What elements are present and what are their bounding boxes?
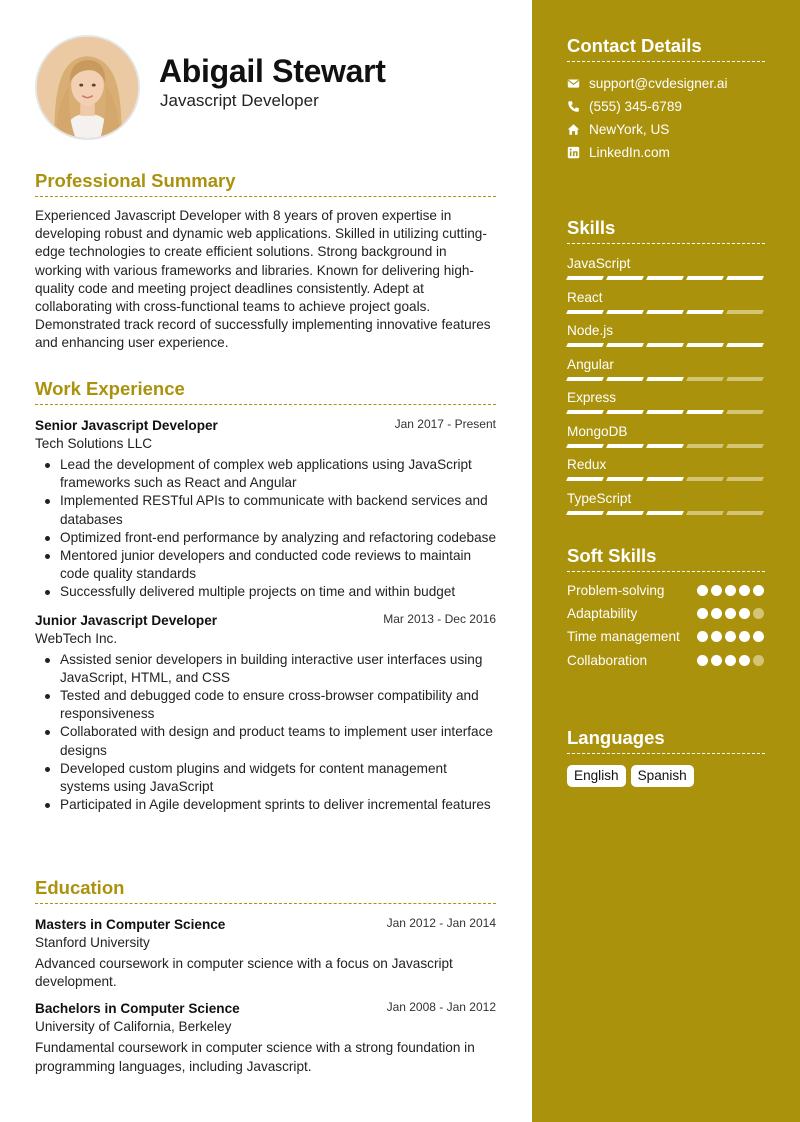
skill-level-segment <box>726 377 764 381</box>
education-description: Advanced coursework in computer science with a focus on Javascript development. <box>35 956 453 990</box>
skill-item <box>567 357 765 391</box>
contact-email[interactable] <box>567 72 765 95</box>
skill-level-segment <box>606 511 644 515</box>
education-description: Fundamental coursework in computer science with a strong foundation in programming languages, including Javascript. <box>35 1040 475 1074</box>
list-item: Mentored junior developers and conducted code reviews to maintain code quality standards <box>35 547 496 583</box>
rating-dot <box>739 585 750 596</box>
skill-level-bar <box>567 343 765 347</box>
soft-skill-item <box>567 605 765 623</box>
soft-skill-rating <box>697 655 764 666</box>
list-item: Assisted senior developers in building interactive user interfaces using JavaScript, HTML, and CSS <box>35 651 496 687</box>
soft-skill-name: Problem-solving <box>567 583 665 598</box>
rating-dot <box>725 655 736 666</box>
school-name: Stanford University <box>35 935 150 950</box>
home-icon <box>567 123 589 136</box>
summary-text: Experienced Javascript Developer with 8 years of proven expertise in developing robust and dynamic web applications. Skilled in utilizing cutting-edge technologies to create efficient solutions. Strong background in working with various frameworks and libraries. Known for delivering high-quality code and meeting project deadlines consistently. Adept at collaborating with cross-functional teams to achieve project goals. Demonstrated track record of successfully implementing innovative features and enhancing user experience. <box>35 208 491 351</box>
skill-level-segment <box>686 310 724 314</box>
rating-dot <box>697 631 708 642</box>
job-entry <box>35 612 496 815</box>
skill-level-segment <box>566 343 604 347</box>
rating-dot <box>725 585 736 596</box>
skills-heading: Skills <box>567 217 616 238</box>
skill-level-segment <box>646 410 684 414</box>
soft-skills-list <box>567 582 765 670</box>
rating-dot <box>711 608 722 619</box>
list-item: Developed custom plugins and widgets for content management systems using JavaScript <box>35 760 496 796</box>
skill-level-segment <box>606 310 644 314</box>
skill-level-segment <box>606 444 644 448</box>
job-entry <box>35 417 496 602</box>
contact-divider <box>567 61 765 62</box>
profile-photo <box>35 35 140 140</box>
phone-icon <box>567 100 589 113</box>
skill-level-segment <box>686 444 724 448</box>
skills-divider <box>567 243 765 244</box>
job-bullets <box>35 651 496 815</box>
skill-level-segment <box>726 444 764 448</box>
skill-level-segment <box>566 310 604 314</box>
contact-phone-text: (555) 345-6789 <box>589 99 682 114</box>
contact-email-text: support@cvdesigner.ai <box>589 76 728 91</box>
soft-skill-rating <box>697 585 764 596</box>
skill-level-segment <box>646 477 684 481</box>
summary-section <box>35 170 496 353</box>
soft-skill-item <box>567 582 765 600</box>
linkedin-icon <box>567 146 589 159</box>
rating-dot <box>739 608 750 619</box>
job-company: Tech Solutions LLC <box>35 436 153 451</box>
skill-level-segment <box>726 343 764 347</box>
skill-name: TypeScript <box>567 490 632 506</box>
skill-level-segment <box>566 276 604 280</box>
skill-level-bar <box>567 444 765 448</box>
candidate-name: Abigail Stewart <box>159 53 386 89</box>
soft-skill-rating <box>697 631 764 642</box>
skill-level-segment <box>726 276 764 280</box>
skill-name: React <box>567 289 603 305</box>
soft-skills-heading: Soft Skills <box>567 545 657 566</box>
rating-dot <box>753 608 764 619</box>
skill-level-segment <box>726 310 764 314</box>
skill-name: JavaScript <box>567 256 631 271</box>
contact-heading: Contact Details <box>567 35 702 56</box>
skill-level-segment <box>646 444 684 448</box>
rating-dot <box>711 585 722 596</box>
skill-level-segment <box>646 276 684 280</box>
languages-list <box>567 765 765 787</box>
skill-level-bar <box>567 477 765 481</box>
skill-level-segment <box>686 477 724 481</box>
experience-section <box>35 378 496 814</box>
skill-level-segment <box>566 377 604 381</box>
skill-level-segment <box>726 410 764 414</box>
languages-divider <box>567 753 765 754</box>
education-entry <box>35 1000 496 1075</box>
skill-level-bar <box>567 377 765 381</box>
rating-dot <box>753 655 764 666</box>
skill-name: Node.js <box>567 323 614 338</box>
rating-dot <box>711 655 722 666</box>
skill-level-segment <box>686 410 724 414</box>
skill-item <box>567 390 765 424</box>
contact-location-text: NewYork, US <box>589 122 670 137</box>
skill-item <box>567 424 765 458</box>
list-item: Lead the development of complex web applications using JavaScript frameworks such as React and Angular <box>35 456 496 492</box>
rating-dot <box>739 631 750 642</box>
list-item: Tested and debugged code to ensure cross-browser compatibility and responsiveness <box>35 687 496 723</box>
rating-dot <box>753 585 764 596</box>
list-item: Implemented RESTful APIs to communicate with backend services and databases <box>35 492 496 528</box>
summary-heading: Professional Summary <box>35 170 236 191</box>
skill-name: MongoDB <box>567 423 628 439</box>
skill-level-segment <box>606 276 644 280</box>
rating-dot <box>711 631 722 642</box>
skill-level-bar <box>567 310 765 314</box>
rating-dot <box>697 655 708 666</box>
envelope-icon <box>567 77 589 90</box>
degree-name: Bachelors in Computer Science <box>35 1001 240 1017</box>
rating-dot <box>697 608 708 619</box>
contact-location <box>567 118 765 141</box>
skills-section <box>567 217 765 524</box>
education-section <box>35 877 496 1076</box>
education-date: Jan 2008 - Jan 2012 <box>386 1000 496 1015</box>
skill-level-bar <box>567 511 765 515</box>
soft-skill-name: Time management <box>567 629 680 645</box>
degree-name: Masters in Computer Science <box>35 917 226 932</box>
skills-list <box>567 256 765 524</box>
skill-level-segment <box>606 477 644 481</box>
rating-dot <box>725 608 736 619</box>
skill-item <box>567 290 765 324</box>
skill-level-segment <box>686 511 724 515</box>
candidate-title: Javascript Developer <box>160 91 319 110</box>
skill-level-segment <box>646 310 684 314</box>
skill-level-segment <box>646 343 684 347</box>
skill-level-segment <box>686 276 724 280</box>
skill-level-segment <box>646 377 684 381</box>
list-item: Participated in Agile development sprints to deliver incremental features <box>35 796 496 814</box>
soft-skill-name: Adaptability <box>567 606 638 622</box>
skill-level-segment <box>726 511 764 515</box>
skill-item <box>567 323 765 357</box>
soft-skill-item <box>567 628 765 646</box>
job-role: Junior Javascript Developer <box>35 612 218 628</box>
contact-linkedin[interactable] <box>567 141 765 164</box>
education-entry <box>35 916 496 991</box>
skill-level-segment <box>726 477 764 481</box>
skill-item <box>567 491 765 525</box>
skill-name: Redux <box>567 457 607 472</box>
contact-phone[interactable] <box>567 95 765 118</box>
soft-skills-section <box>567 545 765 675</box>
rating-dot <box>697 585 708 596</box>
education-heading: Education <box>35 877 125 898</box>
experience-heading: Work Experience <box>35 378 185 399</box>
job-bullets <box>35 456 496 602</box>
soft-skill-rating <box>697 608 764 619</box>
skill-level-segment <box>566 410 604 414</box>
skill-level-segment <box>566 444 604 448</box>
skill-level-segment <box>606 410 644 414</box>
list-item: Collaborated with design and product teams to implement user interface designs <box>35 723 496 759</box>
contact-section <box>567 35 765 164</box>
language-tag: Spanish <box>631 765 694 787</box>
skill-name: Express <box>567 390 617 405</box>
soft-skill-name: Collaboration <box>567 652 648 668</box>
skill-level-segment <box>686 377 724 381</box>
rating-dot <box>739 655 750 666</box>
profile-photo-image <box>37 37 138 138</box>
skill-level-segment <box>606 343 644 347</box>
languages-heading: Languages <box>567 727 665 748</box>
skill-level-segment <box>646 511 684 515</box>
list-item: Optimized front-end performance by analyzing and refactoring codebase <box>35 529 496 547</box>
skill-item <box>567 256 765 290</box>
language-tag: English <box>567 765 626 787</box>
rating-dot <box>725 631 736 642</box>
languages-section <box>567 727 765 787</box>
job-company: WebTech Inc. <box>35 630 118 646</box>
summary-divider <box>35 196 496 197</box>
skill-item <box>567 457 765 491</box>
rating-dot <box>753 631 764 642</box>
list-item: Successfully delivered multiple projects on time and within budget <box>35 583 496 601</box>
soft-skill-item <box>567 652 765 670</box>
skill-level-segment <box>566 511 604 515</box>
resume-header <box>35 35 496 141</box>
skill-level-segment <box>686 343 724 347</box>
job-role: Senior Javascript Developer <box>35 418 218 433</box>
contact-linkedin-text: LinkedIn.com <box>589 145 670 160</box>
skill-level-segment <box>606 377 644 381</box>
education-divider <box>35 903 496 904</box>
experience-divider <box>35 404 496 405</box>
job-date: Mar 2013 - Dec 2016 <box>383 611 496 626</box>
education-date: Jan 2012 - Jan 2014 <box>386 916 496 930</box>
soft-skills-divider <box>567 571 765 572</box>
skill-name: Angular <box>567 356 614 372</box>
skill-level-bar <box>567 276 765 280</box>
skill-level-bar <box>567 410 765 414</box>
skill-level-segment <box>566 477 604 481</box>
school-name: University of California, Berkeley <box>35 1019 232 1035</box>
job-date: Jan 2017 - Present <box>394 417 496 431</box>
